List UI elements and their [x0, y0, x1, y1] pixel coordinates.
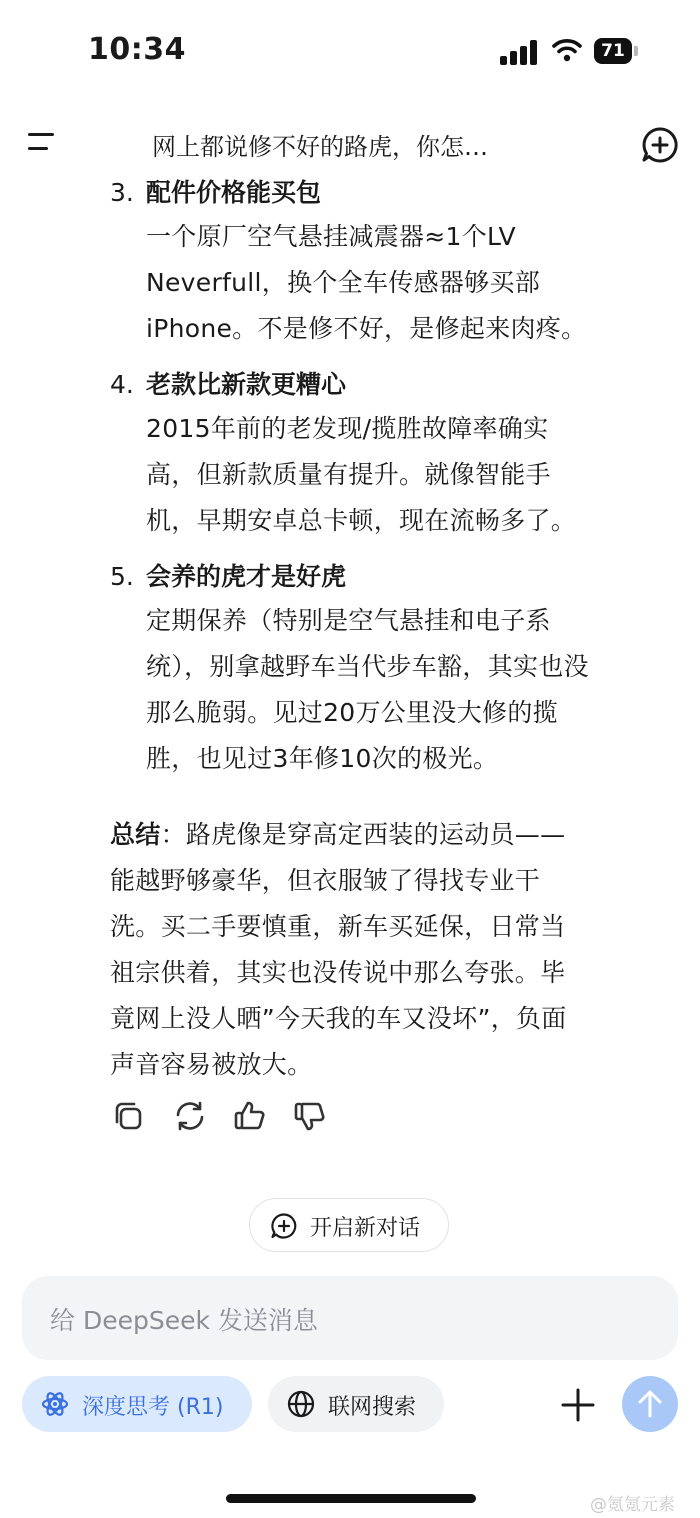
list-item-text: 胜，也见过3年修10次的极光。 [146, 744, 499, 773]
list-item-text: Neverfull，换个全车传感器够买部 [146, 268, 541, 297]
arrow-up-icon [636, 1389, 664, 1419]
wifi-icon [552, 38, 582, 62]
battery-icon [594, 38, 638, 64]
deep-think-toggle[interactable] [22, 1376, 252, 1432]
thumbs-down-icon[interactable] [292, 1098, 328, 1134]
list-item-text: 2015年前的老发现/揽胜故障率确实 [146, 414, 549, 443]
summary-paragraph: 总结：路虎像是穿高定西装的运动员—— [110, 820, 566, 849]
menu-icon[interactable] [28, 129, 60, 155]
cellular-signal-icon [500, 39, 540, 65]
summary-text: 祖宗供着，其实也没传说中那么夸张。毕 [110, 958, 566, 987]
answer-content [0, 175, 700, 1095]
battery-level: 71 [594, 38, 632, 64]
list-item-heading: 4. 老款比新款更糟心 [110, 370, 347, 399]
list-item-text: 那么脆弱。见过20万公里没大修的揽 [146, 698, 558, 727]
summary-text: 能越野够豪华，但衣服皱了得找专业干 [110, 866, 541, 895]
web-search-label: 联网搜索 [328, 1395, 417, 1420]
deep-think-label: 深度思考 (R1) [82, 1395, 224, 1420]
list-item-heading: 5. 会养的虎才是好虎 [110, 562, 347, 591]
list-item-text: 统），别拿越野车当代步车豁，其实也没 [146, 652, 589, 681]
new-chat-icon[interactable] [640, 125, 680, 165]
regenerate-icon[interactable] [172, 1098, 208, 1134]
conversation-title: 网上都说修不好的路虎，你怎… [152, 133, 488, 161]
copy-icon[interactable] [110, 1098, 146, 1134]
summary-text: 竟网上没人晒”今天我的车又没坏”，负面 [110, 1004, 567, 1033]
globe-icon [286, 1389, 316, 1419]
atom-icon [40, 1389, 70, 1419]
list-item-text: 高，但新款质量有提升。就像智能手 [146, 460, 551, 489]
watermark: @氪氪元素 [590, 1495, 675, 1515]
message-input-placeholder: 给 DeepSeek 发送消息 [50, 1306, 318, 1335]
new-chat-icon [270, 1212, 298, 1240]
message-input[interactable] [22, 1276, 678, 1360]
status-time: 10:34 [88, 32, 186, 67]
summary-text: 声音容易被放大。 [110, 1050, 313, 1079]
list-item-text: 定期保养（特别是空气悬挂和电子系 [146, 606, 551, 635]
status-bar [0, 0, 700, 100]
list-item-text: 一个原厂空气悬挂减震器≈1个LV [146, 222, 516, 251]
new-conversation-label: 开启新对话 [310, 1216, 421, 1241]
home-indicator [226, 1494, 476, 1503]
send-button[interactable] [622, 1376, 678, 1432]
summary-label: 总结 [110, 820, 161, 849]
summary-text: 洗。买二手要慎重，新车买延保，日常当 [110, 912, 566, 941]
web-search-toggle[interactable] [268, 1376, 444, 1432]
thumbs-up-icon[interactable] [232, 1098, 268, 1134]
message-actions [110, 1098, 350, 1138]
list-item-text: 机，早期安卓总卡顿，现在流畅多了。 [146, 506, 577, 535]
list-item-heading: 3. 配件价格能买包 [110, 178, 322, 207]
new-conversation-button[interactable] [249, 1198, 449, 1252]
chat-header [0, 115, 700, 175]
list-item-text: iPhone。不是修不好，是修起来肉疼。 [146, 314, 587, 343]
attach-plus-icon[interactable] [558, 1385, 598, 1425]
